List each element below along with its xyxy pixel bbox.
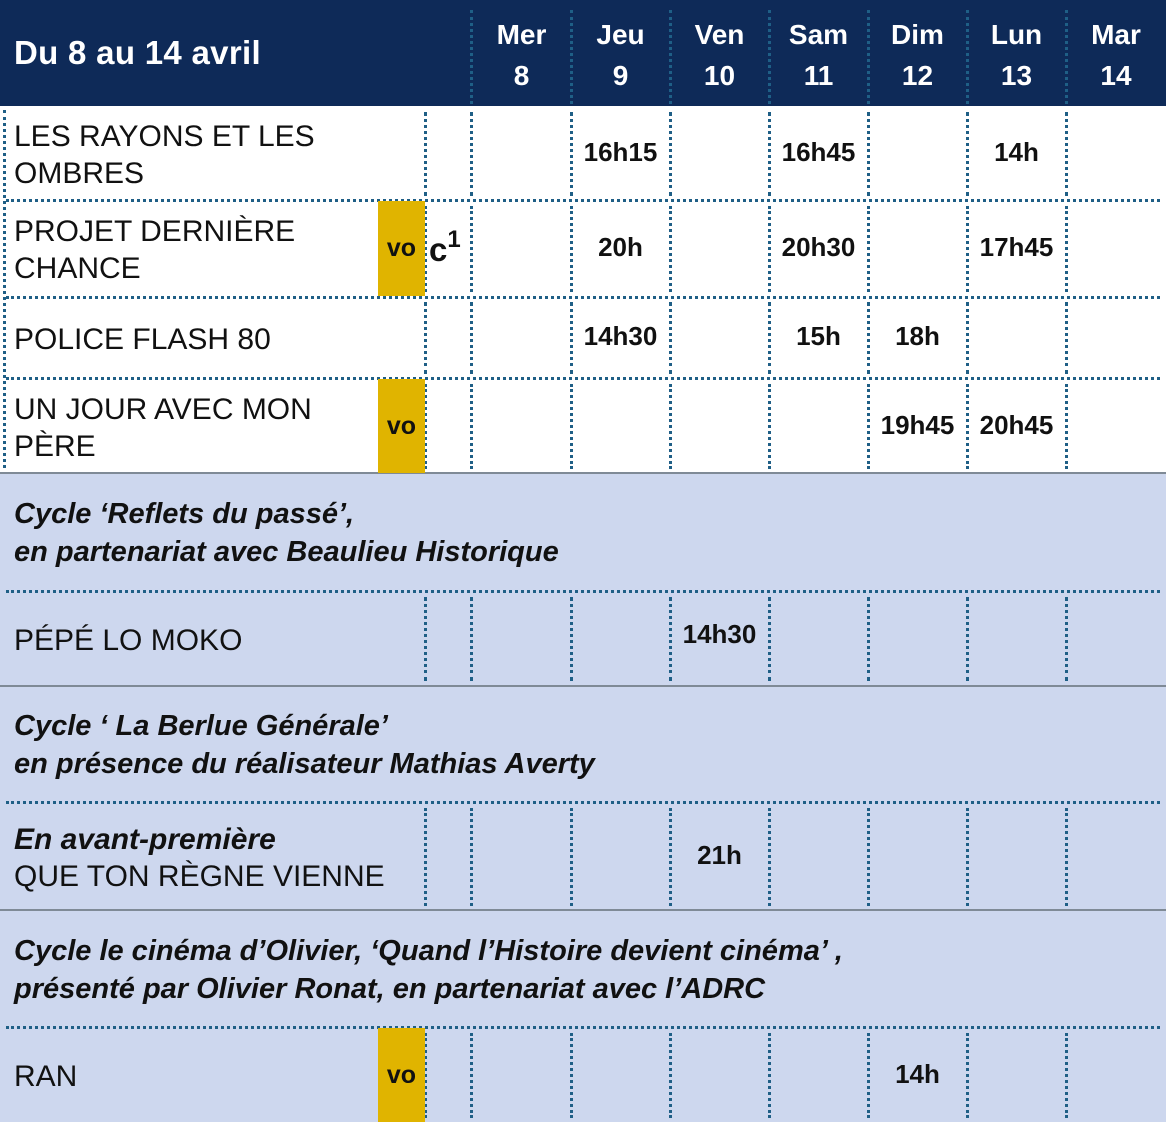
- cycle-heading-line: en partenariat avec Beaulieu Historique: [14, 536, 559, 568]
- film-title-line: CHANCE: [14, 252, 141, 285]
- film-title-line: RAN: [14, 1060, 78, 1093]
- film-subtitle: En avant-première: [14, 823, 276, 856]
- column-divider: [470, 384, 473, 469]
- day-header-ven: [670, 14, 769, 96]
- film-title-line: PÈRE: [14, 430, 96, 463]
- cycle-heading-line: présenté par Olivier Ronat, en partenariat avec l’ADRC: [14, 973, 766, 1005]
- day-header-sam: [769, 14, 868, 96]
- film-title: [14, 321, 271, 358]
- header-divider: [966, 10, 969, 104]
- column-divider: [570, 808, 573, 906]
- showtime: 20h45: [979, 410, 1054, 440]
- column-divider: [470, 302, 473, 374]
- column-divider: [867, 597, 870, 681]
- header-divider: [768, 10, 771, 104]
- header-divider: [470, 10, 473, 104]
- cycle-heading: [14, 707, 595, 783]
- version-originale-badge: vo: [378, 379, 425, 473]
- section-separator: [0, 909, 1166, 911]
- day-number: 14: [1100, 60, 1132, 91]
- film-title-line: QUE TON RÈGNE VIENNE: [14, 860, 385, 893]
- showtime: 20h: [598, 232, 643, 262]
- film-title: [14, 391, 312, 465]
- column-divider: [768, 1033, 771, 1118]
- header-divider: [1065, 10, 1068, 104]
- column-divider: [424, 808, 427, 906]
- column-divider: [669, 1033, 672, 1118]
- column-divider: [1065, 808, 1068, 906]
- category-badge-letter: c: [429, 231, 448, 268]
- film-title: [14, 622, 242, 659]
- row-divider: [6, 590, 1160, 593]
- film-title-line: OMBRES: [14, 157, 145, 190]
- showtime: 14h30: [682, 619, 757, 649]
- film-title: [14, 1058, 77, 1095]
- column-divider: [867, 808, 870, 906]
- film-title-line: POLICE FLASH 80: [14, 323, 271, 356]
- cycle-heading-line: en présence du réalisateur Mathias Averty: [14, 748, 595, 780]
- day-number: 12: [901, 60, 934, 91]
- version-originale-badge: vo: [378, 1028, 425, 1122]
- day-header-lun: [967, 14, 1066, 96]
- day-number: 13: [1000, 60, 1033, 91]
- column-divider: [424, 597, 427, 681]
- showtime: 19h45: [880, 410, 955, 440]
- film-title: [14, 213, 295, 287]
- column-divider: [470, 112, 473, 196]
- column-divider: [1065, 597, 1068, 681]
- column-divider: [424, 112, 427, 196]
- cycle-heading-line: Cycle ‘Reflets du passé’,: [14, 498, 355, 530]
- showtime: 16h45: [781, 137, 856, 167]
- column-divider: [1065, 1033, 1068, 1118]
- column-divider: [424, 302, 427, 374]
- version-originale-badge: vo: [378, 201, 425, 296]
- showtime: 16h15: [583, 137, 658, 167]
- day-number: 9: [612, 60, 629, 91]
- film-title-line: PROJET DERNIÈRE: [14, 215, 296, 248]
- day-name: Sam: [788, 19, 849, 50]
- schedule-title: Du 8 au 14 avril: [14, 34, 261, 71]
- row-divider: [6, 199, 1160, 202]
- header-divider: [669, 10, 672, 104]
- column-divider: [470, 1033, 473, 1118]
- header-divider: [570, 10, 573, 104]
- cycle-heading: [14, 932, 843, 1008]
- film-title-line: PÉPÉ LO MOKO: [14, 624, 243, 657]
- cycle-heading-line: Cycle ‘ La Berlue Générale’: [14, 710, 388, 742]
- column-divider: [570, 597, 573, 681]
- row-divider: [6, 296, 1160, 299]
- day-header-dim: [868, 14, 967, 96]
- showtime: 18h: [895, 321, 940, 351]
- film-title: [14, 821, 385, 895]
- day-header-mar: [1066, 14, 1166, 96]
- film-title-line: UN JOUR AVEC MON: [14, 393, 312, 426]
- day-name: Jeu: [596, 19, 645, 50]
- showtime: 20h30: [781, 232, 856, 262]
- day-header-jeu: [571, 14, 670, 96]
- column-divider: [470, 597, 473, 681]
- column-divider: [669, 384, 672, 469]
- film-title: [14, 118, 315, 192]
- day-number: 10: [703, 60, 736, 91]
- column-divider: [570, 384, 573, 469]
- day-name: Ven: [694, 19, 745, 50]
- day-name: Mer: [496, 19, 547, 50]
- cycle-heading: [14, 495, 559, 571]
- column-divider: [966, 808, 969, 906]
- day-name: Dim: [891, 19, 944, 50]
- showtime: 14h30: [583, 321, 658, 351]
- showtime: 21h: [697, 840, 742, 870]
- showtime: 14h: [895, 1059, 940, 1089]
- column-divider: [966, 597, 969, 681]
- row-divider: [6, 1026, 1160, 1029]
- category-badge: [429, 226, 461, 269]
- cycle-heading-line: Cycle le cinéma d’Olivier, ‘Quand l’Histoire devient cinéma’ ,: [14, 935, 843, 967]
- day-number: 8: [513, 60, 530, 91]
- column-divider: [768, 384, 771, 469]
- showtime: 14h: [994, 137, 1039, 167]
- showtime: 17h45: [979, 232, 1054, 262]
- column-divider: [470, 808, 473, 906]
- row-divider: [6, 801, 1160, 804]
- section-separator: [0, 685, 1166, 687]
- day-header-mer: [472, 14, 571, 96]
- category-badge-sup: 1: [447, 226, 461, 253]
- left-border: [3, 110, 6, 468]
- column-divider: [570, 1033, 573, 1118]
- header-divider: [867, 10, 870, 104]
- section-separator: [0, 472, 1166, 474]
- row-divider: [6, 377, 1160, 380]
- day-name: Lun: [990, 19, 1043, 50]
- column-divider: [1065, 302, 1068, 374]
- film-title-line: LES RAYONS ET LES: [14, 120, 315, 153]
- day-name: Mar: [1091, 19, 1141, 50]
- day-number: 11: [803, 60, 834, 91]
- column-divider: [470, 206, 473, 292]
- showtime: 15h: [796, 321, 841, 351]
